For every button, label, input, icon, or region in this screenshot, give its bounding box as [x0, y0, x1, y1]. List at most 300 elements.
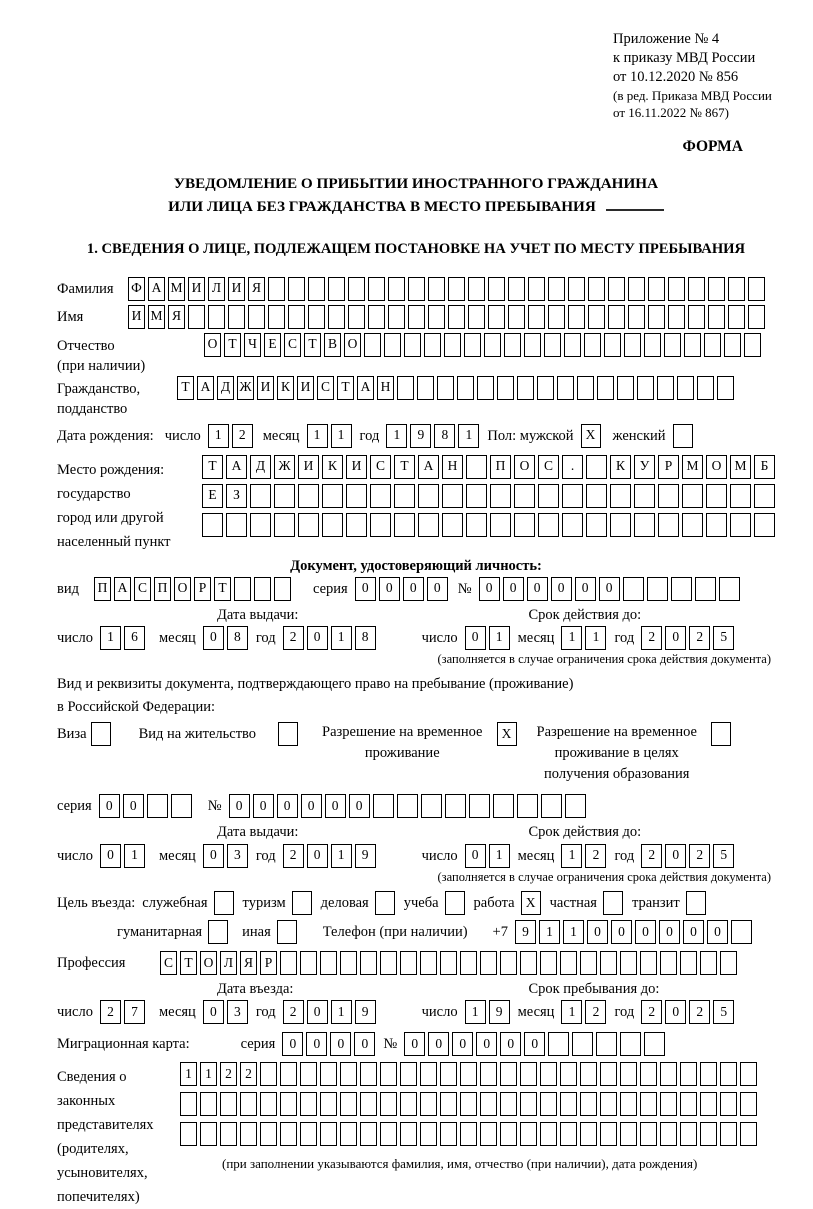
- char-cell[interactable]: 0: [282, 1032, 303, 1056]
- char-cell[interactable]: [668, 305, 685, 329]
- char-cell[interactable]: [517, 376, 534, 400]
- char-cell[interactable]: Н: [377, 376, 394, 400]
- char-cell[interactable]: [480, 951, 497, 975]
- char-cell[interactable]: 8: [227, 626, 248, 650]
- char-cell[interactable]: [490, 484, 511, 508]
- char-cell[interactable]: [348, 305, 365, 329]
- char-cell[interactable]: [418, 513, 439, 537]
- char-cell[interactable]: [370, 513, 391, 537]
- char-cell[interactable]: [300, 951, 317, 975]
- char-cell[interactable]: М: [148, 305, 165, 329]
- purpose-humanitarian-checkbox[interactable]: [208, 920, 228, 944]
- char-cell[interactable]: [420, 951, 437, 975]
- char-cell[interactable]: Р: [260, 951, 277, 975]
- char-cell[interactable]: [320, 1122, 337, 1146]
- char-cell[interactable]: [260, 1092, 277, 1116]
- char-cell[interactable]: [420, 1062, 437, 1086]
- char-cell[interactable]: [428, 305, 445, 329]
- char-cell[interactable]: [720, 1062, 737, 1086]
- char-cell[interactable]: [708, 277, 725, 301]
- char-cell[interactable]: [664, 333, 681, 357]
- char-cell[interactable]: [600, 1092, 617, 1116]
- char-cell[interactable]: 5: [713, 1000, 734, 1024]
- char-cell[interactable]: [234, 577, 251, 601]
- char-cell[interactable]: [588, 305, 605, 329]
- char-cell[interactable]: [660, 1092, 677, 1116]
- char-cell[interactable]: [346, 484, 367, 508]
- char-cell[interactable]: [360, 951, 377, 975]
- char-cell[interactable]: Ч: [244, 333, 261, 357]
- char-cell[interactable]: [202, 513, 223, 537]
- char-cell[interactable]: 1: [331, 424, 352, 448]
- char-cell[interactable]: [254, 577, 271, 601]
- char-cell[interactable]: 0: [307, 626, 328, 650]
- char-cell[interactable]: [466, 455, 487, 479]
- purpose-commercial-checkbox[interactable]: [375, 891, 395, 915]
- char-cell[interactable]: 5: [713, 844, 734, 868]
- char-cell[interactable]: [700, 1062, 717, 1086]
- char-cell[interactable]: Я: [248, 277, 265, 301]
- char-cell[interactable]: [268, 277, 285, 301]
- char-cell[interactable]: [340, 951, 357, 975]
- char-cell[interactable]: [480, 1092, 497, 1116]
- char-cell[interactable]: И: [188, 277, 205, 301]
- char-cell[interactable]: 1: [180, 1062, 197, 1086]
- char-cell[interactable]: [437, 376, 454, 400]
- char-cell[interactable]: [572, 1032, 593, 1056]
- char-cell[interactable]: 1: [489, 844, 510, 868]
- char-cell[interactable]: [568, 277, 585, 301]
- char-cell[interactable]: [380, 1092, 397, 1116]
- char-cell[interactable]: 9: [355, 844, 376, 868]
- char-cell[interactable]: 1: [561, 1000, 582, 1024]
- char-cell[interactable]: 1: [307, 424, 328, 448]
- char-cell[interactable]: [748, 277, 765, 301]
- char-cell[interactable]: [730, 484, 751, 508]
- char-cell[interactable]: [457, 376, 474, 400]
- char-cell[interactable]: [200, 1092, 217, 1116]
- char-cell[interactable]: [682, 513, 703, 537]
- char-cell[interactable]: 0: [253, 794, 274, 818]
- char-cell[interactable]: [394, 484, 415, 508]
- char-cell[interactable]: [428, 277, 445, 301]
- char-cell[interactable]: [580, 1062, 597, 1086]
- char-cell[interactable]: [640, 1092, 657, 1116]
- char-cell[interactable]: [440, 1122, 457, 1146]
- char-cell[interactable]: [580, 951, 597, 975]
- char-cell[interactable]: [490, 513, 511, 537]
- char-cell[interactable]: И: [228, 277, 245, 301]
- char-cell[interactable]: [520, 1122, 537, 1146]
- char-cell[interactable]: Т: [224, 333, 241, 357]
- purpose-transit-checkbox[interactable]: [686, 891, 706, 915]
- char-cell[interactable]: [700, 1092, 717, 1116]
- char-cell[interactable]: [373, 794, 394, 818]
- char-cell[interactable]: [340, 1122, 357, 1146]
- char-cell[interactable]: [565, 794, 586, 818]
- char-cell[interactable]: [360, 1092, 377, 1116]
- char-cell[interactable]: О: [200, 951, 217, 975]
- char-cell[interactable]: С: [160, 951, 177, 975]
- char-cell[interactable]: [442, 484, 463, 508]
- char-cell[interactable]: [514, 513, 535, 537]
- char-cell[interactable]: [308, 305, 325, 329]
- char-cell[interactable]: 2: [585, 844, 606, 868]
- char-cell[interactable]: [620, 1062, 637, 1086]
- char-cell[interactable]: [368, 305, 385, 329]
- char-cell[interactable]: [493, 794, 514, 818]
- char-cell[interactable]: 1: [331, 1000, 352, 1024]
- char-cell[interactable]: 1: [585, 626, 606, 650]
- char-cell[interactable]: 0: [99, 794, 120, 818]
- char-cell[interactable]: [417, 376, 434, 400]
- char-cell[interactable]: [634, 484, 655, 508]
- char-cell[interactable]: [226, 513, 247, 537]
- char-cell[interactable]: 0: [428, 1032, 449, 1056]
- char-cell[interactable]: П: [490, 455, 511, 479]
- char-cell[interactable]: 0: [659, 920, 680, 944]
- char-cell[interactable]: [460, 1062, 477, 1086]
- char-cell[interactable]: [508, 277, 525, 301]
- char-cell[interactable]: [488, 305, 505, 329]
- char-cell[interactable]: 0: [665, 626, 686, 650]
- char-cell[interactable]: 9: [515, 920, 536, 944]
- char-cell[interactable]: Т: [202, 455, 223, 479]
- char-cell[interactable]: [600, 951, 617, 975]
- char-cell[interactable]: [610, 484, 631, 508]
- char-cell[interactable]: С: [317, 376, 334, 400]
- char-cell[interactable]: [628, 277, 645, 301]
- char-cell[interactable]: [368, 277, 385, 301]
- char-cell[interactable]: [468, 277, 485, 301]
- char-cell[interactable]: [228, 305, 245, 329]
- char-cell[interactable]: [671, 577, 692, 601]
- char-cell[interactable]: [568, 305, 585, 329]
- char-cell[interactable]: [497, 376, 514, 400]
- char-cell[interactable]: [440, 1062, 457, 1086]
- char-cell[interactable]: 2: [689, 1000, 710, 1024]
- char-cell[interactable]: [658, 513, 679, 537]
- char-cell[interactable]: [580, 1122, 597, 1146]
- char-cell[interactable]: 0: [379, 577, 400, 601]
- char-cell[interactable]: [274, 577, 291, 601]
- char-cell[interactable]: [260, 1122, 277, 1146]
- char-cell[interactable]: [740, 1062, 757, 1086]
- char-cell[interactable]: А: [114, 577, 131, 601]
- char-cell[interactable]: И: [128, 305, 145, 329]
- char-cell[interactable]: Е: [202, 484, 223, 508]
- char-cell[interactable]: К: [322, 455, 343, 479]
- char-cell[interactable]: [680, 1062, 697, 1086]
- char-cell[interactable]: [508, 305, 525, 329]
- char-cell[interactable]: [280, 1122, 297, 1146]
- char-cell[interactable]: [677, 376, 694, 400]
- char-cell[interactable]: А: [148, 277, 165, 301]
- char-cell[interactable]: [560, 1092, 577, 1116]
- purpose-tourism-checkbox[interactable]: [292, 891, 312, 915]
- char-cell[interactable]: [300, 1122, 317, 1146]
- char-cell[interactable]: [620, 1122, 637, 1146]
- char-cell[interactable]: 0: [307, 1000, 328, 1024]
- char-cell[interactable]: [648, 277, 665, 301]
- char-cell[interactable]: [220, 1092, 237, 1116]
- char-cell[interactable]: [464, 333, 481, 357]
- char-cell[interactable]: [740, 1122, 757, 1146]
- char-cell[interactable]: Р: [658, 455, 679, 479]
- char-cell[interactable]: 1: [124, 844, 145, 868]
- char-cell[interactable]: [640, 951, 657, 975]
- char-cell[interactable]: 9: [489, 1000, 510, 1024]
- char-cell[interactable]: [380, 1122, 397, 1146]
- char-cell[interactable]: 1: [208, 424, 229, 448]
- char-cell[interactable]: 0: [665, 844, 686, 868]
- char-cell[interactable]: [248, 305, 265, 329]
- char-cell[interactable]: 1: [331, 626, 352, 650]
- char-cell[interactable]: [560, 951, 577, 975]
- char-cell[interactable]: [480, 1122, 497, 1146]
- purpose-private-checkbox[interactable]: [603, 891, 623, 915]
- char-cell[interactable]: [208, 305, 225, 329]
- char-cell[interactable]: [380, 951, 397, 975]
- char-cell[interactable]: [180, 1122, 197, 1146]
- char-cell[interactable]: [448, 305, 465, 329]
- char-cell[interactable]: 0: [403, 577, 424, 601]
- char-cell[interactable]: А: [226, 455, 247, 479]
- char-cell[interactable]: 0: [301, 794, 322, 818]
- char-cell[interactable]: 1: [465, 1000, 486, 1024]
- char-cell[interactable]: [668, 277, 685, 301]
- char-cell[interactable]: Ж: [237, 376, 254, 400]
- char-cell[interactable]: [706, 513, 727, 537]
- char-cell[interactable]: [340, 1062, 357, 1086]
- char-cell[interactable]: [240, 1122, 257, 1146]
- char-cell[interactable]: [586, 513, 607, 537]
- char-cell[interactable]: [420, 1122, 437, 1146]
- char-cell[interactable]: [520, 951, 537, 975]
- char-cell[interactable]: [488, 277, 505, 301]
- char-cell[interactable]: [320, 1092, 337, 1116]
- char-cell[interactable]: Т: [337, 376, 354, 400]
- char-cell[interactable]: [480, 1062, 497, 1086]
- char-cell[interactable]: [500, 951, 517, 975]
- char-cell[interactable]: 1: [200, 1062, 217, 1086]
- char-cell[interactable]: [520, 1062, 537, 1086]
- char-cell[interactable]: [448, 277, 465, 301]
- char-cell[interactable]: [560, 1062, 577, 1086]
- char-cell[interactable]: 0: [587, 920, 608, 944]
- char-cell[interactable]: [580, 1092, 597, 1116]
- char-cell[interactable]: [720, 1122, 737, 1146]
- char-cell[interactable]: [608, 277, 625, 301]
- char-cell[interactable]: [442, 513, 463, 537]
- char-cell[interactable]: [688, 277, 705, 301]
- char-cell[interactable]: 2: [100, 1000, 121, 1024]
- char-cell[interactable]: [328, 305, 345, 329]
- char-cell[interactable]: [719, 577, 740, 601]
- char-cell[interactable]: 0: [479, 577, 500, 601]
- char-cell[interactable]: [460, 1092, 477, 1116]
- char-cell[interactable]: 2: [283, 1000, 304, 1024]
- char-cell[interactable]: 9: [410, 424, 431, 448]
- char-cell[interactable]: [584, 333, 601, 357]
- char-cell[interactable]: [384, 333, 401, 357]
- residence-permit-checkbox[interactable]: [278, 722, 298, 746]
- char-cell[interactable]: [680, 1122, 697, 1146]
- char-cell[interactable]: [328, 277, 345, 301]
- char-cell[interactable]: [682, 484, 703, 508]
- char-cell[interactable]: [260, 1062, 277, 1086]
- char-cell[interactable]: [418, 484, 439, 508]
- char-cell[interactable]: Р: [194, 577, 211, 601]
- char-cell[interactable]: [300, 1062, 317, 1086]
- char-cell[interactable]: 0: [229, 794, 250, 818]
- char-cell[interactable]: [388, 305, 405, 329]
- char-cell[interactable]: [588, 277, 605, 301]
- char-cell[interactable]: [200, 1122, 217, 1146]
- char-cell[interactable]: 0: [635, 920, 656, 944]
- char-cell[interactable]: [308, 277, 325, 301]
- char-cell[interactable]: [754, 513, 775, 537]
- char-cell[interactable]: [440, 951, 457, 975]
- char-cell[interactable]: [604, 333, 621, 357]
- char-cell[interactable]: Т: [304, 333, 321, 357]
- char-cell[interactable]: Д: [217, 376, 234, 400]
- char-cell[interactable]: [562, 484, 583, 508]
- char-cell[interactable]: [420, 1092, 437, 1116]
- char-cell[interactable]: Ж: [274, 455, 295, 479]
- char-cell[interactable]: [240, 1092, 257, 1116]
- char-cell[interactable]: 0: [611, 920, 632, 944]
- char-cell[interactable]: [397, 376, 414, 400]
- char-cell[interactable]: [657, 376, 674, 400]
- char-cell[interactable]: 0: [100, 844, 121, 868]
- char-cell[interactable]: [680, 951, 697, 975]
- char-cell[interactable]: 2: [585, 1000, 606, 1024]
- char-cell[interactable]: [538, 484, 559, 508]
- char-cell[interactable]: И: [298, 455, 319, 479]
- char-cell[interactable]: 0: [665, 1000, 686, 1024]
- char-cell[interactable]: 0: [427, 577, 448, 601]
- char-cell[interactable]: [706, 484, 727, 508]
- char-cell[interactable]: 0: [500, 1032, 521, 1056]
- char-cell[interactable]: [408, 305, 425, 329]
- char-cell[interactable]: [600, 1062, 617, 1086]
- char-cell[interactable]: 9: [355, 1000, 376, 1024]
- char-cell[interactable]: 0: [524, 1032, 545, 1056]
- purpose-study-checkbox[interactable]: [445, 891, 465, 915]
- char-cell[interactable]: 0: [404, 1032, 425, 1056]
- char-cell[interactable]: [500, 1092, 517, 1116]
- char-cell[interactable]: З: [226, 484, 247, 508]
- char-cell[interactable]: [348, 277, 365, 301]
- char-cell[interactable]: [484, 333, 501, 357]
- char-cell[interactable]: [540, 1122, 557, 1146]
- temp-residence-checkbox[interactable]: X: [497, 722, 517, 746]
- char-cell[interactable]: 1: [386, 424, 407, 448]
- char-cell[interactable]: М: [730, 455, 751, 479]
- char-cell[interactable]: [540, 1062, 557, 1086]
- char-cell[interactable]: .: [562, 455, 583, 479]
- char-cell[interactable]: [660, 951, 677, 975]
- char-cell[interactable]: И: [346, 455, 367, 479]
- char-cell[interactable]: К: [277, 376, 294, 400]
- char-cell[interactable]: [298, 513, 319, 537]
- char-cell[interactable]: О: [204, 333, 221, 357]
- char-cell[interactable]: [730, 513, 751, 537]
- char-cell[interactable]: [540, 1092, 557, 1116]
- visa-checkbox[interactable]: [91, 722, 111, 746]
- char-cell[interactable]: О: [174, 577, 191, 601]
- temp-residence-education-checkbox[interactable]: [711, 722, 731, 746]
- char-cell[interactable]: [658, 484, 679, 508]
- char-cell[interactable]: [647, 577, 668, 601]
- char-cell[interactable]: В: [324, 333, 341, 357]
- char-cell[interactable]: [695, 577, 716, 601]
- char-cell[interactable]: [360, 1122, 377, 1146]
- char-cell[interactable]: [697, 376, 714, 400]
- char-cell[interactable]: [268, 305, 285, 329]
- char-cell[interactable]: Л: [220, 951, 237, 975]
- char-cell[interactable]: 1: [100, 626, 121, 650]
- char-cell[interactable]: [660, 1122, 677, 1146]
- char-cell[interactable]: 0: [307, 844, 328, 868]
- char-cell[interactable]: [400, 1062, 417, 1086]
- char-cell[interactable]: [517, 794, 538, 818]
- char-cell[interactable]: [620, 1032, 641, 1056]
- char-cell[interactable]: [640, 1122, 657, 1146]
- char-cell[interactable]: 0: [325, 794, 346, 818]
- char-cell[interactable]: [596, 1032, 617, 1056]
- char-cell[interactable]: [538, 513, 559, 537]
- char-cell[interactable]: М: [168, 277, 185, 301]
- char-cell[interactable]: 6: [124, 626, 145, 650]
- char-cell[interactable]: [394, 513, 415, 537]
- char-cell[interactable]: 0: [354, 1032, 375, 1056]
- char-cell[interactable]: [388, 277, 405, 301]
- char-cell[interactable]: [740, 1092, 757, 1116]
- char-cell[interactable]: [424, 333, 441, 357]
- char-cell[interactable]: [171, 794, 192, 818]
- char-cell[interactable]: [440, 1092, 457, 1116]
- char-cell[interactable]: [648, 305, 665, 329]
- char-cell[interactable]: [548, 305, 565, 329]
- purpose-business-checkbox[interactable]: [214, 891, 234, 915]
- char-cell[interactable]: [744, 333, 761, 357]
- char-cell[interactable]: 0: [527, 577, 548, 601]
- char-cell[interactable]: 1: [563, 920, 584, 944]
- char-cell[interactable]: 2: [232, 424, 253, 448]
- char-cell[interactable]: С: [134, 577, 151, 601]
- char-cell[interactable]: Б: [754, 455, 775, 479]
- char-cell[interactable]: 2: [240, 1062, 257, 1086]
- char-cell[interactable]: К: [610, 455, 631, 479]
- char-cell[interactable]: [548, 1032, 569, 1056]
- char-cell[interactable]: А: [357, 376, 374, 400]
- char-cell[interactable]: [720, 951, 737, 975]
- char-cell[interactable]: [624, 333, 641, 357]
- char-cell[interactable]: [720, 1092, 737, 1116]
- char-cell[interactable]: Е: [264, 333, 281, 357]
- char-cell[interactable]: [468, 305, 485, 329]
- sex-female-checkbox[interactable]: [673, 424, 693, 448]
- char-cell[interactable]: [460, 1122, 477, 1146]
- char-cell[interactable]: 8: [434, 424, 455, 448]
- char-cell[interactable]: [704, 333, 721, 357]
- char-cell[interactable]: [724, 333, 741, 357]
- char-cell[interactable]: 0: [465, 626, 486, 650]
- char-cell[interactable]: 0: [683, 920, 704, 944]
- char-cell[interactable]: 0: [203, 1000, 224, 1024]
